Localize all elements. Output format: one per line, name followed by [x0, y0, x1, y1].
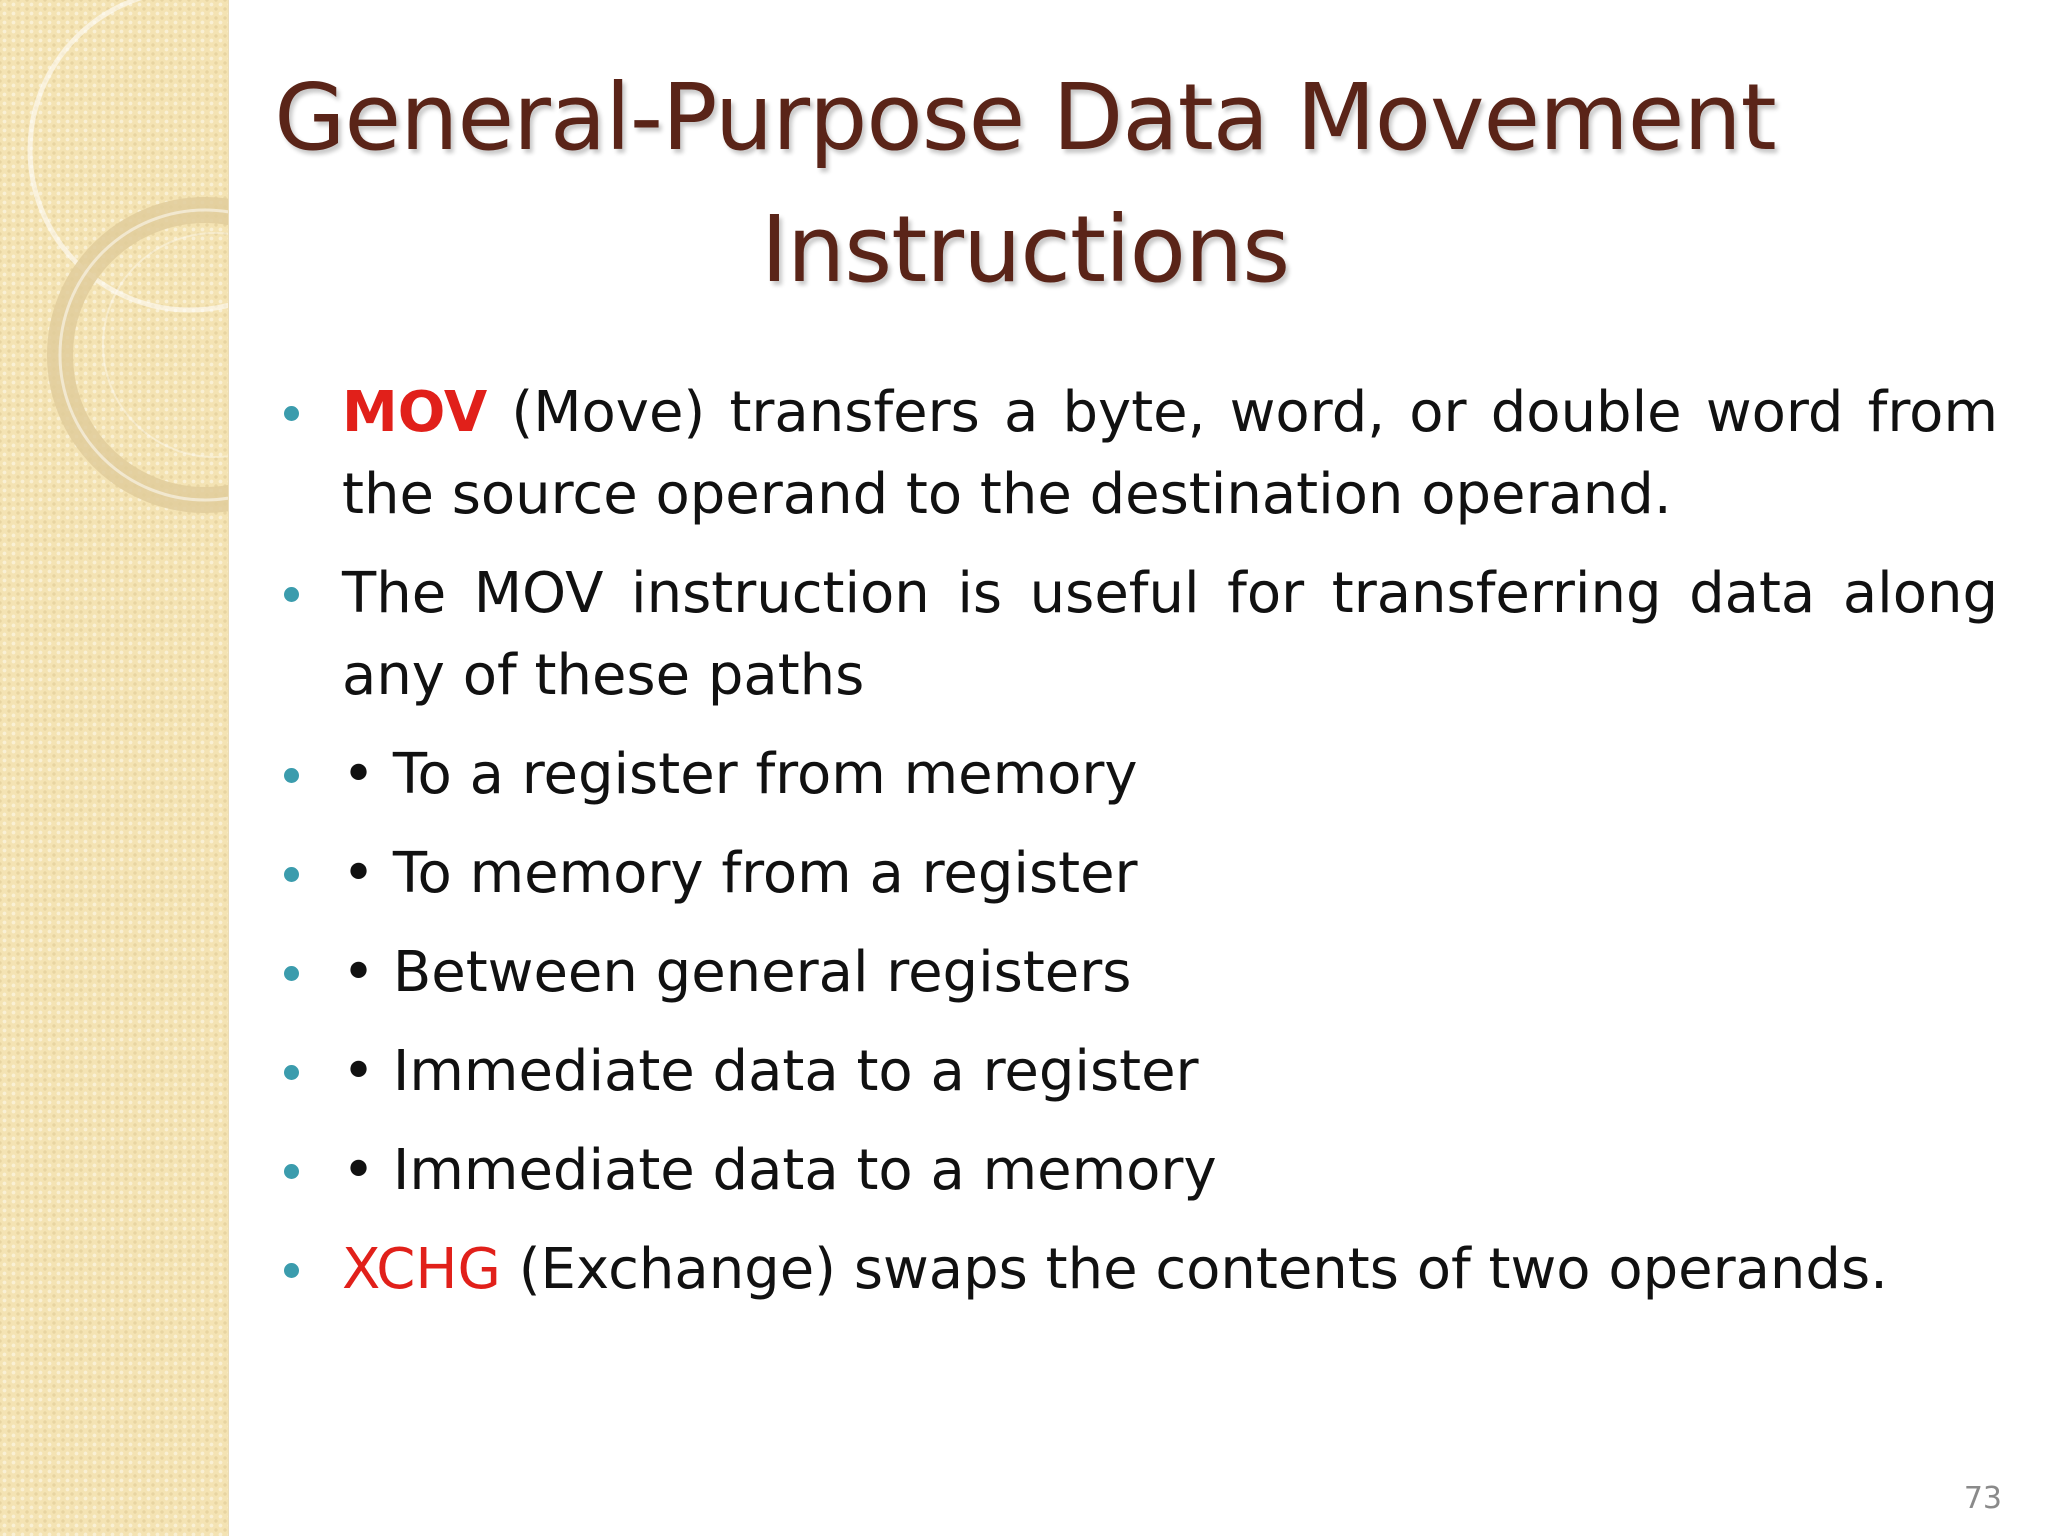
bullet-dot-icon — [284, 587, 299, 602]
slide-title — [240, 52, 1810, 316]
bullet-dot-icon — [284, 1164, 299, 1179]
slide-title-line-1: General-Purpose Data Movement — [274, 64, 1776, 171]
bullet-item-path-immediate-register — [280, 1031, 1998, 1113]
bullet-text: • To a register from memory — [342, 742, 1138, 807]
keyword-mov: MOV — [342, 380, 488, 445]
bullet-item-xchg — [280, 1229, 1998, 1311]
bullet-item-path-general-registers — [280, 932, 1998, 1014]
keyword-xchg: XCHG — [342, 1237, 501, 1302]
bullet-dot-icon — [284, 406, 299, 421]
bullet-text: • Immediate data to a register — [342, 1039, 1199, 1104]
decorative-side-panel — [0, 0, 229, 1536]
slide-title-line-2: Instructions — [760, 196, 1290, 303]
bullet-dot-icon — [284, 1263, 299, 1278]
bullet-text: • Immediate data to a memory — [342, 1138, 1217, 1203]
bullet-item-path-register-from-memory — [280, 734, 1998, 816]
bullet-text: (Exchange) swaps the contents of two operands. — [500, 1237, 1888, 1302]
bullet-item-mov-paths — [280, 553, 1998, 717]
bullet-text: • To memory from a register — [342, 841, 1138, 906]
bullet-item-mov — [280, 372, 1998, 536]
bullet-dot-icon — [284, 1065, 299, 1080]
bullet-item-path-memory-from-register — [280, 833, 1998, 915]
bullet-list — [280, 372, 1998, 1328]
bullet-text: (Move) transfers a byte, word, or double word from the source operand to the destination operand. — [342, 380, 1998, 527]
bullet-dot-icon — [284, 867, 299, 882]
bullet-text: The MOV instruction is useful for transferring data along any of these paths — [342, 561, 1998, 708]
page-number: 73 — [1963, 1481, 2002, 1516]
decorative-rings — [0, 0, 228, 520]
bullet-dot-icon — [284, 768, 299, 783]
bullet-text: • Between general registers — [342, 940, 1132, 1005]
bullet-item-path-immediate-memory — [280, 1130, 1998, 1212]
bullet-dot-icon — [284, 966, 299, 981]
